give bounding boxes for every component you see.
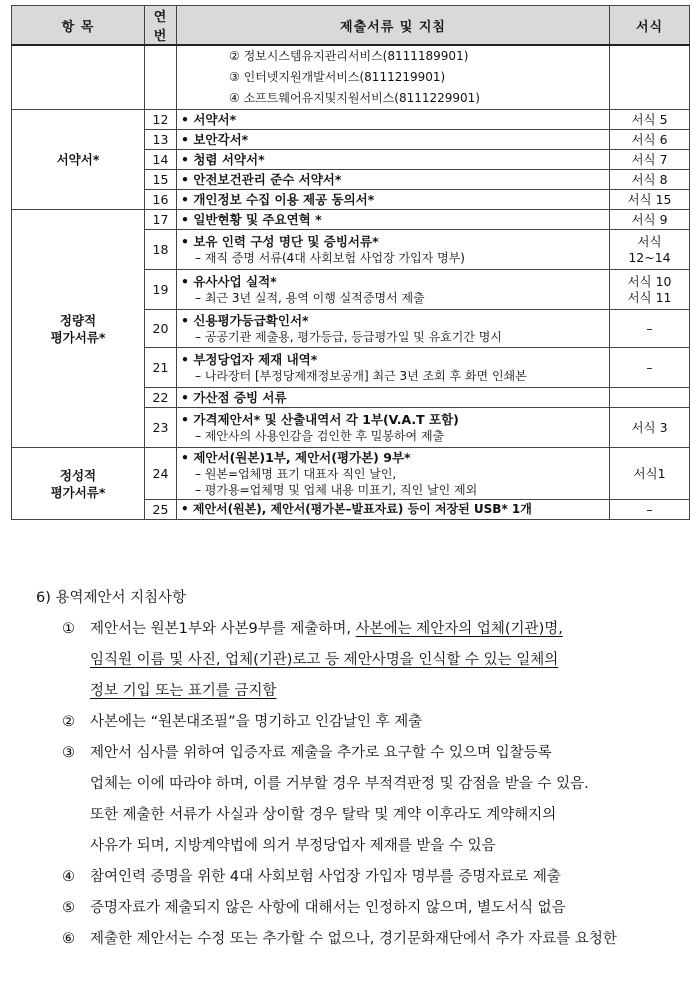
document-item-title: • 개인정보 수집 이용 제공 동의서* xyxy=(181,191,605,208)
form-ref: 서식 3 xyxy=(610,408,690,448)
proposal-guidelines xyxy=(0,583,700,955)
row-number: 16 xyxy=(145,190,177,210)
document-item-note: – 나라장터 [부정당제재정보공개] 최근 3년 조회 후 화면 인쇄본 xyxy=(195,369,527,383)
form-ref: 서식 15 xyxy=(610,190,690,210)
guideline-item xyxy=(0,924,700,955)
form-ref: 서식1 xyxy=(610,448,690,500)
row-number: 25 xyxy=(145,500,177,520)
category-line: 정량적 xyxy=(59,312,97,328)
guideline-text: 사본에는 “원본대조필”을 명기하고 인감날인 후 제출 xyxy=(90,714,423,730)
row-number: 13 xyxy=(145,130,177,150)
document-item-note: – 최근 3년 실적, 용역 이행 실적증명서 제출 xyxy=(195,291,425,305)
document-item-title: • 가산점 증빙 서류 xyxy=(181,389,605,406)
continuation-line: ② 정보시스템유지관리서비스(8111189901) xyxy=(229,49,469,63)
row-number: 14 xyxy=(145,150,177,170)
document-item-title: • 청렴 서약서* xyxy=(181,151,605,168)
guideline-text: 제출한 제안서는 수정 또는 추가할 수 없으나, 경기문화재단에서 추가 자료를 요청한 xyxy=(90,931,617,947)
form-ref: 서식 7 xyxy=(610,150,690,170)
document-item xyxy=(177,130,610,150)
category-line: 평가서류* xyxy=(50,329,106,345)
category-line: 정성적 xyxy=(59,467,97,483)
document-item xyxy=(177,190,610,210)
document-item xyxy=(177,170,610,190)
document-item xyxy=(177,348,610,388)
document-item xyxy=(177,150,610,170)
row-number: 18 xyxy=(145,230,177,270)
form-ref: – xyxy=(610,310,690,348)
document-item-note: – 공공기관 제출용, 평가등급, 등급평가일 및 유효기간 명시 xyxy=(195,330,502,344)
document-item xyxy=(177,408,610,448)
guideline-item xyxy=(0,893,700,924)
form-ref: 서식 5 xyxy=(610,110,690,130)
guideline-text: 사유가 되며, 지방계약법에 의거 부정당업자 제재를 받을 수 있음 xyxy=(90,838,496,854)
document-item-note: – 재직 증명 서류(4대 사회보험 사업장 가입자 명부) xyxy=(195,251,465,265)
guideline-item xyxy=(0,614,700,645)
form-ref: 서식 8 xyxy=(610,170,690,190)
document-item xyxy=(177,270,610,310)
document-item-note: – 제안사의 사용인감을 검인한 후 밀봉하여 제출 xyxy=(195,429,445,443)
guideline-item xyxy=(0,738,700,769)
document-item xyxy=(177,500,610,520)
header-category: 항 목 xyxy=(12,6,145,46)
row-number: 20 xyxy=(145,310,177,348)
form-ref: – xyxy=(610,500,690,520)
document-item xyxy=(177,448,610,500)
cell-empty xyxy=(610,45,690,110)
row-number: 12 xyxy=(145,110,177,130)
form-ref-line: 서식 xyxy=(637,233,662,249)
document-item-title: • 부정당업자 제재 내역* xyxy=(181,351,605,368)
document-item-note: – 평가용=업체명 및 업체 내용 미표기, 직인 날인 제외 xyxy=(195,483,478,497)
row-number: 19 xyxy=(145,270,177,310)
table-row xyxy=(12,210,690,230)
form-ref xyxy=(610,230,690,270)
submission-documents-table xyxy=(11,5,690,520)
document-item-title: • 가격제안서* 및 산출내역서 각 1부(V.A.T 포함) xyxy=(181,411,605,428)
header-number: 연번 xyxy=(145,6,177,46)
category-quantitative xyxy=(12,210,145,448)
guideline-number: ① xyxy=(62,621,75,637)
document-item-title: • 일반현황 및 주요연혁 * xyxy=(181,211,605,228)
header-form: 서식 xyxy=(610,6,690,46)
guideline-item xyxy=(0,862,700,893)
form-ref xyxy=(610,388,690,408)
form-ref-line: 12~14 xyxy=(628,249,671,265)
category-line: 평가서류* xyxy=(50,484,106,500)
form-ref: – xyxy=(610,348,690,388)
document-item-title: • 안전보건관리 준수 서약서* xyxy=(181,171,605,188)
guidelines-title: 6) 용역제안서 지침사항 xyxy=(36,590,187,606)
guideline-text-underlined: 정보 기입 또는 표기를 금지함 xyxy=(90,683,277,699)
continuation-cell xyxy=(177,45,610,110)
row-number: 24 xyxy=(145,448,177,500)
header-documents: 제출서류 및 지침 xyxy=(177,6,610,46)
guideline-number: ⑥ xyxy=(62,931,75,947)
guideline-text-underlined: 사본에는 제안자의 업체(기관)명, xyxy=(355,621,563,637)
form-ref-line: 서식 10 xyxy=(627,273,672,289)
cell-empty xyxy=(145,45,177,110)
row-number: 21 xyxy=(145,348,177,388)
guideline-text-underlined: 임직원 이름 및 사진, 업체(기관)로고 등 제안사명을 인식할 수 있는 일체의 xyxy=(90,652,559,668)
table-header-row xyxy=(12,6,690,46)
document-item-title: • 유사사업 실적* xyxy=(181,273,605,290)
guideline-number: ② xyxy=(62,714,75,730)
form-ref: 서식 9 xyxy=(610,210,690,230)
guideline-text: 제안서 심사를 위하여 입증자료 제출을 추가로 요구할 수 있으며 입찰등록 xyxy=(90,745,552,761)
guideline-text: 제안서는 원본1부와 사본9부를 제출하며, xyxy=(90,621,356,637)
table-row xyxy=(12,448,690,500)
document-item-title: • 서약서* xyxy=(181,111,605,128)
guideline-text: 증명자료가 제출되지 않은 사항에 대해서는 인정하지 않으며, 별도서식 없음 xyxy=(90,900,566,916)
document-item-note: – 원본=업체명 표기 대표자 직인 날인, xyxy=(195,467,397,481)
document-item-title: • 신용평가등급확인서* xyxy=(181,312,605,329)
document-item-title: • 보유 인력 구성 명단 및 증빙서류* xyxy=(181,233,605,250)
category-qualitative xyxy=(12,448,145,520)
document-item xyxy=(177,230,610,270)
document-item xyxy=(177,388,610,408)
guideline-text: 업체는 이에 따라야 하며, 이를 거부할 경우 부적격판정 및 감점을 받을 수 있음. xyxy=(90,776,589,792)
continuation-line: ④ 소프트웨어유지및지원서비스(8111229901) xyxy=(229,91,480,105)
category-pledge: 서약서* xyxy=(12,110,145,210)
cell-empty xyxy=(12,45,145,110)
row-number: 23 xyxy=(145,408,177,448)
form-ref xyxy=(610,270,690,310)
document-item-title: • 보안각서* xyxy=(181,131,605,148)
document-item-title: • 제안서(원본)1부, 제안서(평가본) 9부* xyxy=(181,449,605,466)
document-item xyxy=(177,110,610,130)
document-item-title: • 제안서(원본), 제안서(평가본–발표자료) 등이 저장된 USB* 1개 xyxy=(181,501,605,518)
guideline-item xyxy=(0,707,700,738)
guideline-continuation xyxy=(0,676,700,707)
table-row xyxy=(12,110,690,130)
guideline-number: ④ xyxy=(62,869,75,885)
form-ref: 서식 6 xyxy=(610,130,690,150)
guideline-number: ⑤ xyxy=(62,900,75,916)
row-number: 22 xyxy=(145,388,177,408)
continuation-line: ③ 인터넷지원개발서비스(8111219901) xyxy=(229,70,446,84)
guideline-number: ③ xyxy=(62,745,75,761)
form-ref-line: 서식 11 xyxy=(627,289,672,305)
guideline-text: 참여인력 증명을 위한 4대 사회보험 사업장 가입자 명부를 증명자료로 제출 xyxy=(90,869,561,885)
guideline-text: 또한 제출한 서류가 사실과 상이할 경우 탈락 및 계약 이후라도 계약해지의 xyxy=(90,807,557,823)
document-item xyxy=(177,210,610,230)
row-number: 15 xyxy=(145,170,177,190)
row-number: 17 xyxy=(145,210,177,230)
document-item xyxy=(177,310,610,348)
table-row-continuation xyxy=(12,45,690,110)
